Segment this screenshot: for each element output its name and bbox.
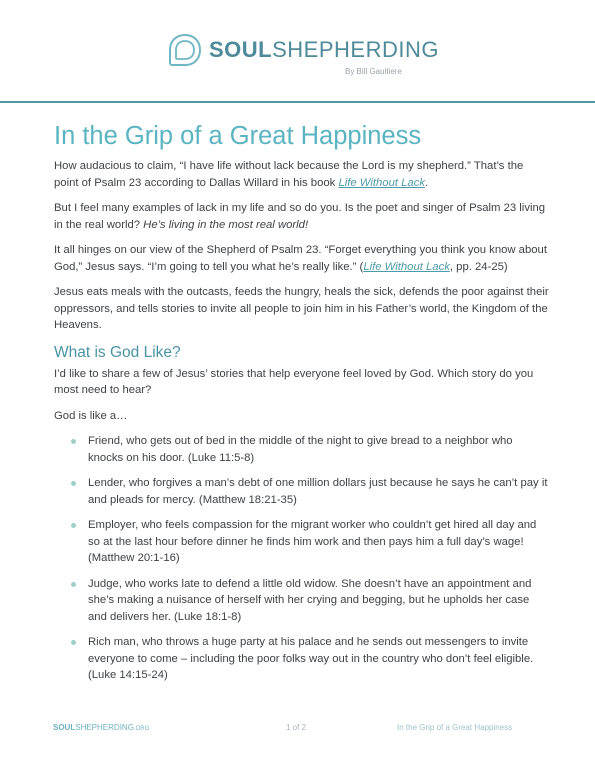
brand-light: SHEPHERDING — [272, 37, 439, 62]
page-title: In the Grip of a Great Happiness — [54, 122, 422, 150]
book-link-2[interactable]: Life Without Lack — [363, 260, 450, 273]
intro-paragraph-2: But I feel many examples of lack in my life and so do you. Is the poet and singer of Psalm 23 living in the real world? He’s living in the most real world! — [54, 202, 546, 231]
book-link-1[interactable]: Life Without Lack — [338, 176, 426, 189]
footer-site-link[interactable]: SOULSHEPHERDING.ORG — [53, 723, 150, 732]
bullet-icon — [71, 523, 76, 528]
page-header — [0, 0, 595, 104]
bullet-icon — [71, 481, 76, 486]
bullet-icon — [71, 439, 76, 444]
list-item: Rich man, who throws a huge party at his palace and he sends out messengers to invite everyone to come – including the poor folks way out in the country who don’t feel eligible. (Luke 14:15-24) — [54, 634, 550, 684]
intro-paragraph-4: Jesus eats meals with the outcasts, feeds the hungry, heals the sick, defends the poor against their oppressors, and tells stories to invite all people to join him in his Father’s world, the Kingdom of the Heavens. — [54, 286, 549, 331]
intro-paragraph-3: It all hinges on our view of the Shepherd of Psalm 23. “Forget everything you think you know about God,” Jesus says. “I’m going to tell you what he’s really like.” (Life Without Lack, pp. 24-25) — [54, 244, 547, 273]
header-divider — [0, 101, 595, 103]
footer-doc-title: In the Grip of a Great Happiness — [397, 723, 513, 732]
section-heading: What is God Like? — [54, 343, 181, 361]
brand-bold: SOUL — [209, 37, 273, 62]
article-body — [54, 158, 550, 693]
bullet-icon — [71, 640, 76, 645]
stories-list — [54, 433, 550, 684]
brand-wordmark — [209, 37, 439, 63]
page-number: 1 of 2 — [286, 723, 307, 732]
list-item: Lender, who forgives a man’s debt of one million dollars just because he says he can’t pay it and pleads for mercy. (Matthew 18:21-35) — [54, 475, 550, 508]
author-byline: By Bill Gaultiere — [345, 67, 402, 76]
list-item: Friend, who gets out of bed in the middle of the night to give bread to a neighbor who knocks on his door. (Luke 11:5-8) — [54, 433, 550, 466]
intro-paragraph-1: How audacious to claim, “I have life without lack because the Lord is my shepherd.” That’s the point of Psalm 23 according to Dallas Willard in his book Life Without Lack. — [54, 160, 524, 189]
page-footer — [0, 722, 595, 736]
list-item: Employer, who feels compassion for the migrant worker who couldn’t get hired all day and so at the last hour before dinner he finds him work and then pays him a full day’s wage! (Matthew 20:1-16) — [54, 517, 550, 567]
soul-shepherding-logo-icon — [168, 33, 202, 67]
bullet-icon — [71, 582, 76, 587]
section-lead: I’d like to share a few of Jesus’ stories that help everyone feel loved by God. Which story do you most need to hear? — [54, 367, 534, 396]
god-is-like-line: God is like a… — [54, 409, 128, 422]
list-item: Judge, who works late to defend a little old widow. She doesn’t have an appointment and she’s making a nuisance of herself with her crying and begging, but he upholds her case and delivers her. (Luke 18:1-8) — [54, 576, 550, 626]
